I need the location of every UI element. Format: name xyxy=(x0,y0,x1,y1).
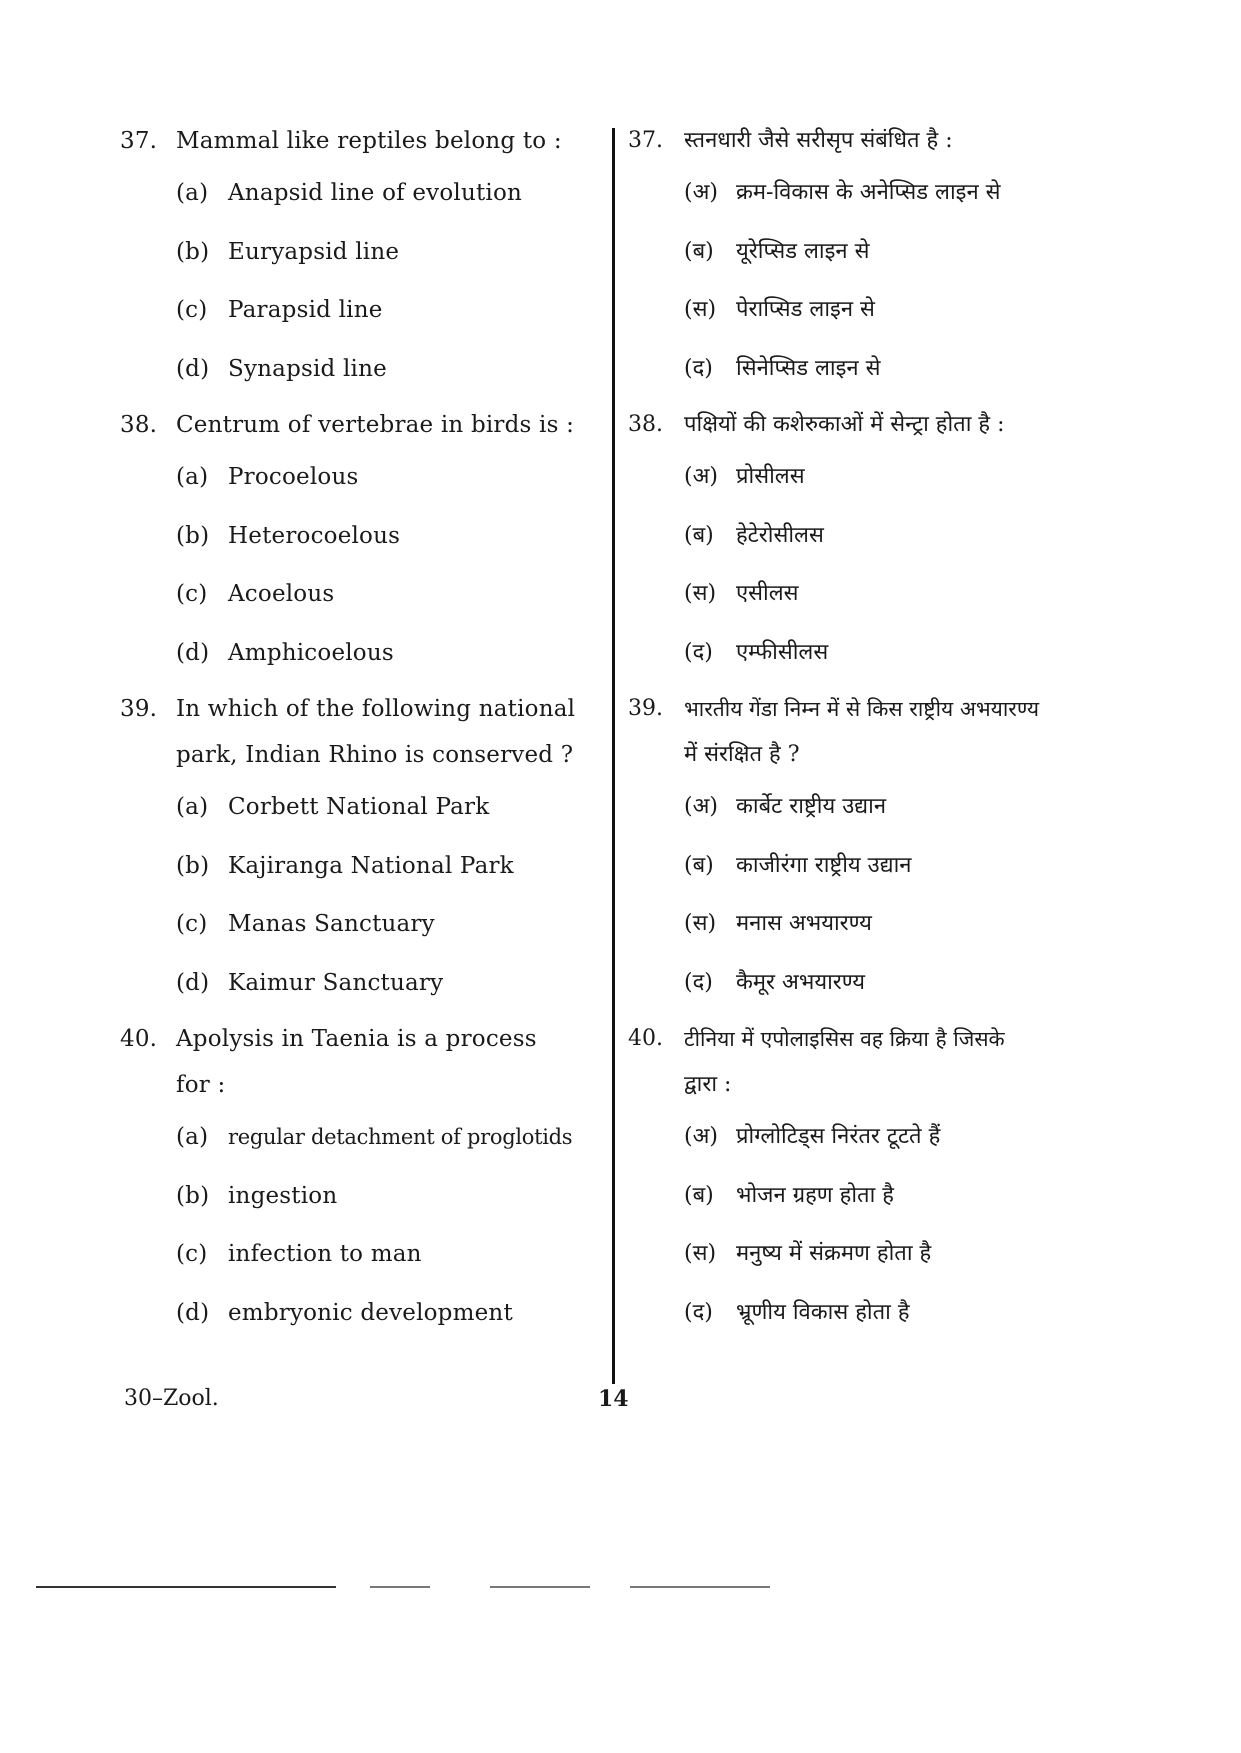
bottom-rule-dash xyxy=(630,1586,770,1588)
option-b: (ब) यूरेप्सिड लाइन से xyxy=(684,238,870,264)
question-text: टीनिया में एपोलाइसिस वह क्रिया है जिसके द्वारा : xyxy=(684,1027,1005,1097)
question-40-en xyxy=(120,1016,598,1342)
question-number: 40. xyxy=(628,1026,663,1051)
question-number: 38. xyxy=(120,412,158,438)
option-b: (ब) भोजन ग्रहण होता है xyxy=(684,1182,894,1208)
option-c: (स) एसीलस xyxy=(684,581,799,606)
question-number: 39. xyxy=(628,696,663,721)
question-text: भारतीय गेंडा निम्न में से किस राष्ट्रीय अभयारण्य में संरक्षित है ? xyxy=(684,697,1040,767)
option-c: (c) Manas Sanctuary xyxy=(176,911,435,937)
question-number: 40. xyxy=(120,1026,158,1052)
option-c: (स) पेराप्सिड लाइन से xyxy=(684,297,875,322)
question-text: Mammal like reptiles belong to : xyxy=(176,128,562,154)
option-a: (a) regular detachment of proglotids xyxy=(176,1124,573,1150)
question-text: Centrum of vertebrae in birds is : xyxy=(176,412,575,438)
option-c: (स) मनुष्य में संक्रमण होता है xyxy=(684,1241,932,1266)
question-37-en xyxy=(120,118,598,398)
option-c: (स) मनास अभयारण्य xyxy=(684,911,872,936)
paper-code: 30–Zool. xyxy=(124,1386,219,1411)
option-a: (अ) कार्बेट राष्ट्रीय उद्यान xyxy=(684,794,887,819)
hindi-column xyxy=(628,118,1120,1342)
option-a: (अ) प्रोसीलस xyxy=(684,464,805,489)
option-d: (d) Amphicoelous xyxy=(176,639,394,666)
option-a: (अ) प्रोग्लोटिड्स निरंतर टूटते हैं xyxy=(684,1124,941,1149)
question-text: पक्षियों की कशेरुकाओं में सेन्ट्रा होता है : xyxy=(684,412,1005,437)
question-39-hi xyxy=(628,686,1120,1012)
question-number: 38. xyxy=(628,412,663,437)
option-d: (द) सिनेप्सिड लाइन से xyxy=(684,355,881,381)
option-d: (d) Kaimur Sanctuary xyxy=(176,969,444,996)
english-column xyxy=(120,118,598,1342)
option-d: (d) embryonic development xyxy=(176,1299,513,1326)
option-c: (c) Parapsid line xyxy=(176,297,383,323)
question-38-en xyxy=(120,402,598,682)
question-40-hi xyxy=(628,1016,1120,1342)
bottom-rule-dash xyxy=(490,1586,590,1588)
question-number: 37. xyxy=(120,128,158,154)
question-number: 37. xyxy=(628,128,663,153)
question-text: स्तनधारी जैसे सरीसृप संबंधित है : xyxy=(684,128,953,153)
option-b: (ब) काजीरंगा राष्ट्रीय उद्यान xyxy=(684,852,912,878)
option-d: (द) कैमूर अभयारण्य xyxy=(684,969,865,995)
question-37-hi xyxy=(628,118,1120,398)
option-b: (b) Kajiranga National Park xyxy=(176,852,514,879)
option-d: (द) भ्रूणीय विकास होता है xyxy=(684,1299,910,1325)
option-a: (a) Anapsid line of evolution xyxy=(176,180,523,206)
option-b: (b) Euryapsid line xyxy=(176,238,400,265)
question-39-en xyxy=(120,686,598,1012)
option-b: (b) ingestion xyxy=(176,1182,338,1209)
option-c: (c) Acoelous xyxy=(176,581,335,607)
bottom-rule xyxy=(36,1586,336,1588)
question-38-hi xyxy=(628,402,1120,682)
question-text: In which of the following national park, Indian Rhino is conserved ? xyxy=(176,696,576,768)
question-number: 39. xyxy=(120,696,158,722)
option-b: (ब) हेटेरोसीलस xyxy=(684,522,824,548)
question-text: Apolysis in Taenia is a process for : xyxy=(176,1026,537,1098)
option-d: (द) एम्फीसीलस xyxy=(684,639,829,665)
option-a: (अ) क्रम-विकास के अनेप्सिड लाइन से xyxy=(684,180,1001,205)
bottom-rule-dash xyxy=(370,1586,430,1588)
page-number: 14 xyxy=(598,1386,629,1412)
option-b: (b) Heterocoelous xyxy=(176,522,401,549)
option-a: (a) Procoelous xyxy=(176,464,359,490)
option-d: (d) Synapsid line xyxy=(176,355,387,382)
option-c: (c) infection to man xyxy=(176,1241,422,1267)
column-divider xyxy=(612,128,615,1384)
option-a: (a) Corbett National Park xyxy=(176,794,490,820)
